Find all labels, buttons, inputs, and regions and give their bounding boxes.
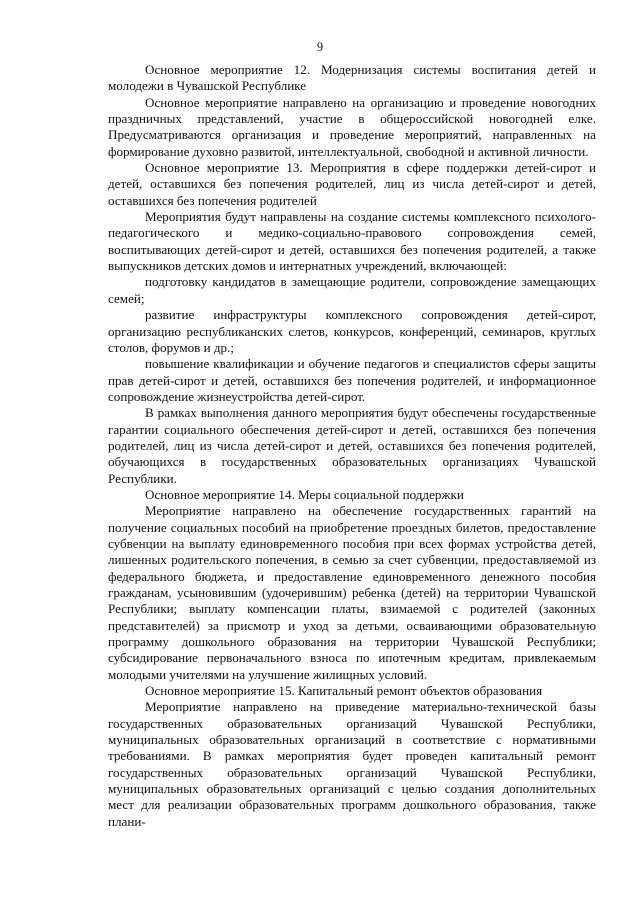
paragraph-heading-measure-12: Основное мероприятие 12. Модернизация системы воспитания детей и молодежи в Чувашской Республике	[108, 62, 596, 94]
page-number: 9	[316, 40, 324, 54]
paragraph-heading-measure-13: Основное мероприятие 13. Мероприятия в сфере поддержки детей-сирот и детей, оставшихся без попечения родителей, лиц из числа детей-сирот и детей, оставшихся без попечения родителей	[108, 160, 596, 208]
paragraph-list-item-training: повышение квалификации и обучение педагогов и специалистов сферы защиты прав детей-сирот и детей, оставшихся без попечения родителей, и информационное сопровождение жизнеустройства детей-сирот.	[108, 356, 596, 404]
paragraph-measure-13-guarantees: В рамках выполнения данного мероприятия будут обеспечены государственные гарантии социального обеспечения детей-сирот и детей, оставшихся без попечения родителей, лиц из числа детей-сирот и детей, оставшихся без попечения родителей, обучающихся в государственных образовательных организациях Чувашской Республики.	[108, 405, 596, 486]
paragraph-measure-13-description: Мероприятия будут направлены на создание системы комплексного психолого-педагогического и медико-социально-правового сопровождения семей, воспитывающих детей-сирот и детей, оставшихся без попечения родителей, а также выпускников детских домов и интернатных учреждений, включающей:	[108, 209, 596, 274]
paragraph-measure-15-description: Мероприятие направлено на приведение материально-технической базы государственных образовательных организаций Чувашской Республики, муниципальных образовательных организаций в соответствие с нормативными требованиями. В рамках мероприятия будет проведен капитальный ремонт государственных образовательных организаций Чувашской Республики, муниципальных образовательных организаций с целью создания дополнительных мест для реализации образовательных программ дошкольного образования, также плани-	[108, 699, 596, 829]
paragraph-list-item-candidates: подготовку кандидатов в замещающие родители, сопровождение замещающих семей;	[108, 274, 596, 306]
paragraph-measure-14-description: Мероприятие направлено на обеспечение государственных гарантий на получение социальных пособий на приобретение проездных билетов, предоставление субвенции на выплату единовременного пособия при всех формах устройства детей, лишенных родительского попечения, в семью за счет субвенции, предоставляемой из федерального бюджета, и предоставление единовременного денежного пособия гражданам, усыновившим (удочерившим) ребенка (детей) на территории Чувашской Республики; выплату компенсации платы, взимаемой с родителей (законных представителей) за присмотр и уход за детьми, осваивающими образовательную программу дошкольного образования на территории Чувашской Республики; субсидирование первоначального взноса по ипотечным кредитам, привлекаемым молодыми учителями на улучшение жилищных условий.	[108, 503, 596, 682]
paragraph-measure-12-description: Основное мероприятие направлено на организацию и проведение новогодних праздничных представлений, участие в общероссийской новогодней елке. Предусматриваются организация и проведение мероприятий, направленных на формирование духовно развитой, интеллектуальной, свободной и активной личности.	[108, 94, 596, 159]
paragraph-heading-measure-14: Основное мероприятие 14. Меры социальной поддержки	[145, 486, 464, 502]
paragraph-heading-measure-15: Основное мероприятие 15. Капитальный ремонт объектов образования	[145, 683, 543, 699]
document-body	[108, 62, 596, 830]
paragraph-list-item-infrastructure: развитие инфраструктуры комплексного сопровождения детей-сирот, организацию республиканских слетов, конкурсов, конференций, семинаров, круглых столов, форумов и др.;	[108, 307, 596, 355]
